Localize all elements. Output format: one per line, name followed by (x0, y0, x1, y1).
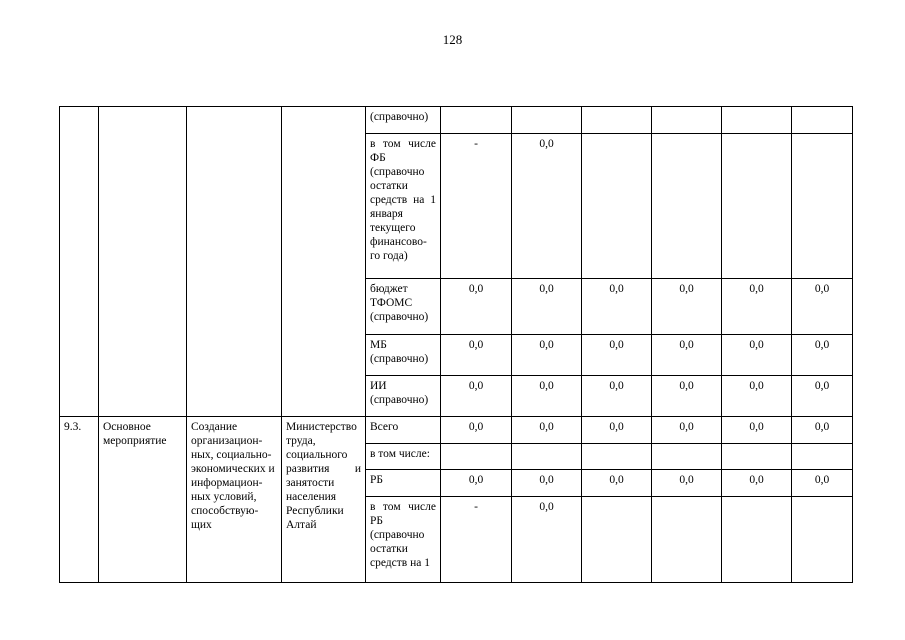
value-cell (792, 107, 853, 134)
value-cell: 0,0 (441, 376, 512, 417)
source-label: (справочно) (366, 107, 441, 134)
executor-cell-continued (282, 107, 366, 417)
value-cell: 0,0 (722, 335, 792, 376)
value-cell: 0,0 (441, 417, 512, 444)
value-cell: 0,0 (582, 335, 652, 376)
source-label: РБ (366, 470, 441, 497)
value-cell: 0,0 (792, 470, 853, 497)
source-label: бюджет ТФОМС (справочно) (366, 279, 441, 335)
value-cell: - (441, 497, 512, 583)
item-type: Основное мероприятие (99, 417, 187, 583)
page-number: 128 (442, 32, 463, 47)
value-cell: 0,0 (792, 376, 853, 417)
item-executor: Министерство труда, социального развития и занятости населения Республики Алтай (282, 417, 366, 583)
source-label: Всего (366, 417, 441, 444)
source-label: МБ (справочно) (366, 335, 441, 376)
value-cell: - (441, 134, 512, 279)
value-cell: 0,0 (582, 279, 652, 335)
value-cell: 0,0 (652, 376, 722, 417)
source-label: ИИ (справочно) (366, 376, 441, 417)
value-cell (792, 444, 853, 470)
value-cell: 0,0 (722, 279, 792, 335)
value-cell: 0,0 (652, 470, 722, 497)
budget-table (59, 106, 853, 583)
value-cell: 0,0 (582, 417, 652, 444)
value-cell (652, 444, 722, 470)
value-cell: 0,0 (652, 279, 722, 335)
value-cell: 0,0 (792, 417, 853, 444)
value-cell: 0,0 (512, 470, 582, 497)
value-cell: 0,0 (512, 279, 582, 335)
value-cell: 0,0 (722, 376, 792, 417)
value-cell: 0,0 (792, 335, 853, 376)
value-cell (441, 444, 512, 470)
table-row (60, 107, 853, 134)
value-cell (582, 107, 652, 134)
value-cell: 0,0 (441, 470, 512, 497)
value-cell: 0,0 (652, 417, 722, 444)
value-cell (582, 497, 652, 583)
value-cell: 0,0 (512, 497, 582, 583)
value-cell (722, 444, 792, 470)
value-cell: 0,0 (722, 470, 792, 497)
value-cell (722, 107, 792, 134)
value-cell (792, 497, 853, 583)
source-label: в том числе ФБ (справочно остатки средств на 1 января текущего финансово-го года) (366, 134, 441, 279)
value-cell (652, 107, 722, 134)
value-cell (582, 134, 652, 279)
value-cell (722, 497, 792, 583)
value-cell: 0,0 (582, 470, 652, 497)
value-cell: 0,0 (441, 279, 512, 335)
value-cell: 0,0 (722, 417, 792, 444)
value-cell: 0,0 (441, 335, 512, 376)
type-cell-continued (99, 107, 187, 417)
value-cell (512, 444, 582, 470)
item-number: 9.3. (60, 417, 99, 583)
value-cell: 0,0 (652, 335, 722, 376)
table-row (60, 417, 853, 444)
value-cell (441, 107, 512, 134)
value-cell: 0,0 (512, 417, 582, 444)
number-cell-continued (60, 107, 99, 417)
value-cell (722, 134, 792, 279)
value-cell (652, 497, 722, 583)
name-cell-continued (187, 107, 282, 417)
value-cell: 0,0 (512, 376, 582, 417)
value-cell: 0,0 (582, 376, 652, 417)
value-cell: 0,0 (512, 335, 582, 376)
value-cell (792, 134, 853, 279)
item-name: Создание организацион-ных, социально-экономических и информацион-ных условий, способствую-щих (187, 417, 282, 583)
value-cell (652, 134, 722, 279)
source-label: в том числе: (366, 444, 441, 470)
value-cell (582, 444, 652, 470)
value-cell: 0,0 (792, 279, 853, 335)
source-label: в том числе РБ (справочно остатки средств на 1 (366, 497, 441, 583)
value-cell (512, 107, 582, 134)
value-cell: 0,0 (512, 134, 582, 279)
